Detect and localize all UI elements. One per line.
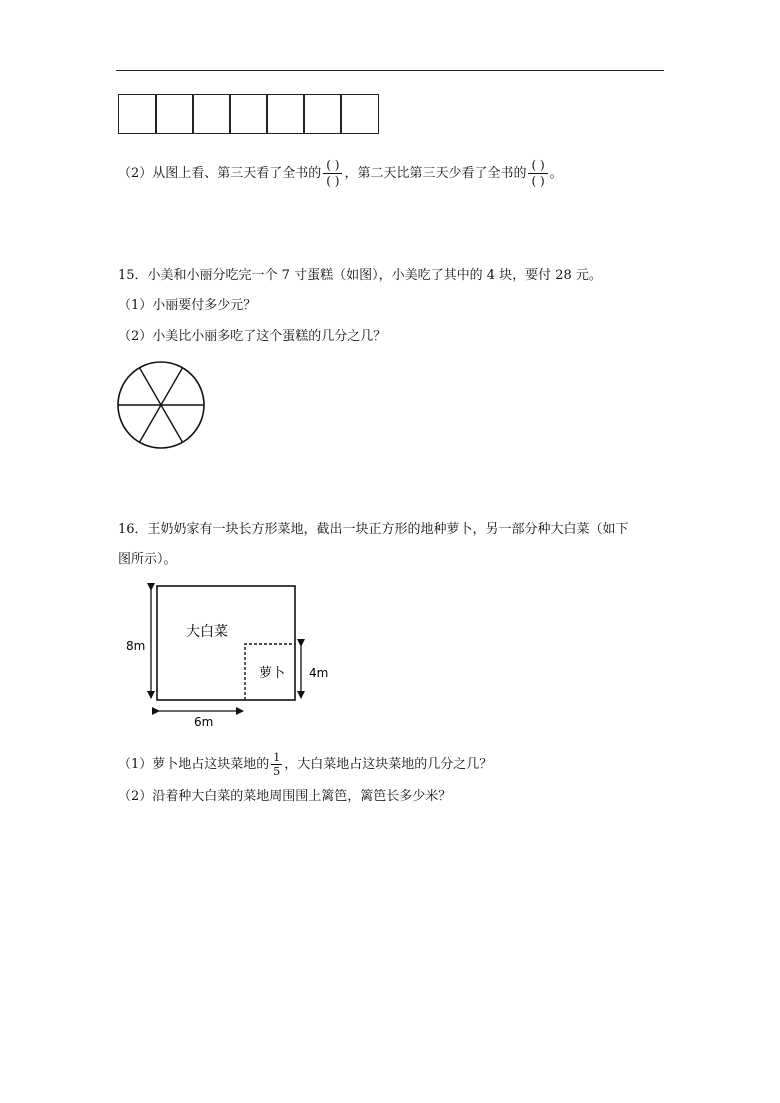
q16-part1 [118, 751, 492, 778]
q16-part1-text-b: ，大白菜地占这块菜地的几分之几？ [284, 757, 493, 772]
grid-cell[interactable] [192, 94, 231, 134]
field-outline [157, 586, 295, 700]
square-side-label: 4m [309, 666, 329, 680]
fraction-numerator: 1 [273, 751, 281, 764]
q16-stem-line2: 图所示）。 [118, 552, 177, 567]
grid-cell[interactable] [266, 94, 305, 134]
height-label: 8m [126, 639, 146, 653]
grid-cell[interactable] [340, 94, 379, 134]
fraction-denominator-blank[interactable]: ( ) [531, 174, 545, 188]
fraction-numerator-blank[interactable]: ( ) [323, 158, 342, 174]
cake-slice-divider [161, 405, 183, 442]
q14-part2 [118, 158, 563, 189]
grid-cell[interactable] [118, 94, 157, 134]
cake-slice-divider [161, 368, 183, 405]
fraction-blank-2[interactable] [528, 158, 547, 189]
cabbage-label: 大白菜 [186, 624, 228, 640]
grid-cell[interactable] [155, 94, 194, 134]
grid-cell[interactable] [229, 94, 268, 134]
q16-part1-text-a: （1）萝卜地占这块菜地的 [118, 757, 270, 772]
header-rule [116, 70, 664, 71]
q15-part2: （2）小美比小丽多吃了这个蛋糕的几分之几？ [118, 329, 387, 344]
q16-part2: （2）沿着种大白菜的菜地周围围上篱笆，篱笆长多少米？ [118, 789, 452, 804]
cake-circle [118, 362, 204, 448]
grid-cell[interactable] [303, 94, 342, 134]
fraction-denominator-blank[interactable]: ( ) [326, 174, 340, 188]
answer-grid [118, 94, 379, 134]
fraction-one-fifth [271, 751, 282, 778]
q15-part1: （1）小丽要付多少元？ [118, 298, 257, 313]
q15-stem: 15．小美和小丽分吃完一个 7 寸蛋糕（如图），小美吃了其中的 4 块，要付 28 元。 [118, 268, 602, 283]
width-label: 6m [194, 715, 214, 729]
q14-part2-text-b: ，第二天比第三天少看了全书的 [344, 166, 527, 181]
q14-part2-text-c: 。 [549, 166, 563, 181]
q16-stem-line1: 16．王奶奶家有一块长方形菜地，截出一块正方形的地种萝卜，另一部分种大白菜（如下 [118, 522, 629, 537]
garden-diagram [118, 578, 348, 738]
q14-part2-text-a: （2）从图上看、第三天看了全书的 [118, 166, 322, 181]
cake-diagram [115, 359, 207, 451]
cake-slice-divider [140, 368, 162, 405]
fraction-numerator-blank[interactable]: ( ) [528, 158, 547, 174]
cake-slice-divider [140, 405, 162, 442]
fraction-denominator: 5 [273, 765, 281, 778]
radish-label: 萝卜 [259, 666, 286, 681]
fraction-blank-1[interactable] [323, 158, 342, 189]
